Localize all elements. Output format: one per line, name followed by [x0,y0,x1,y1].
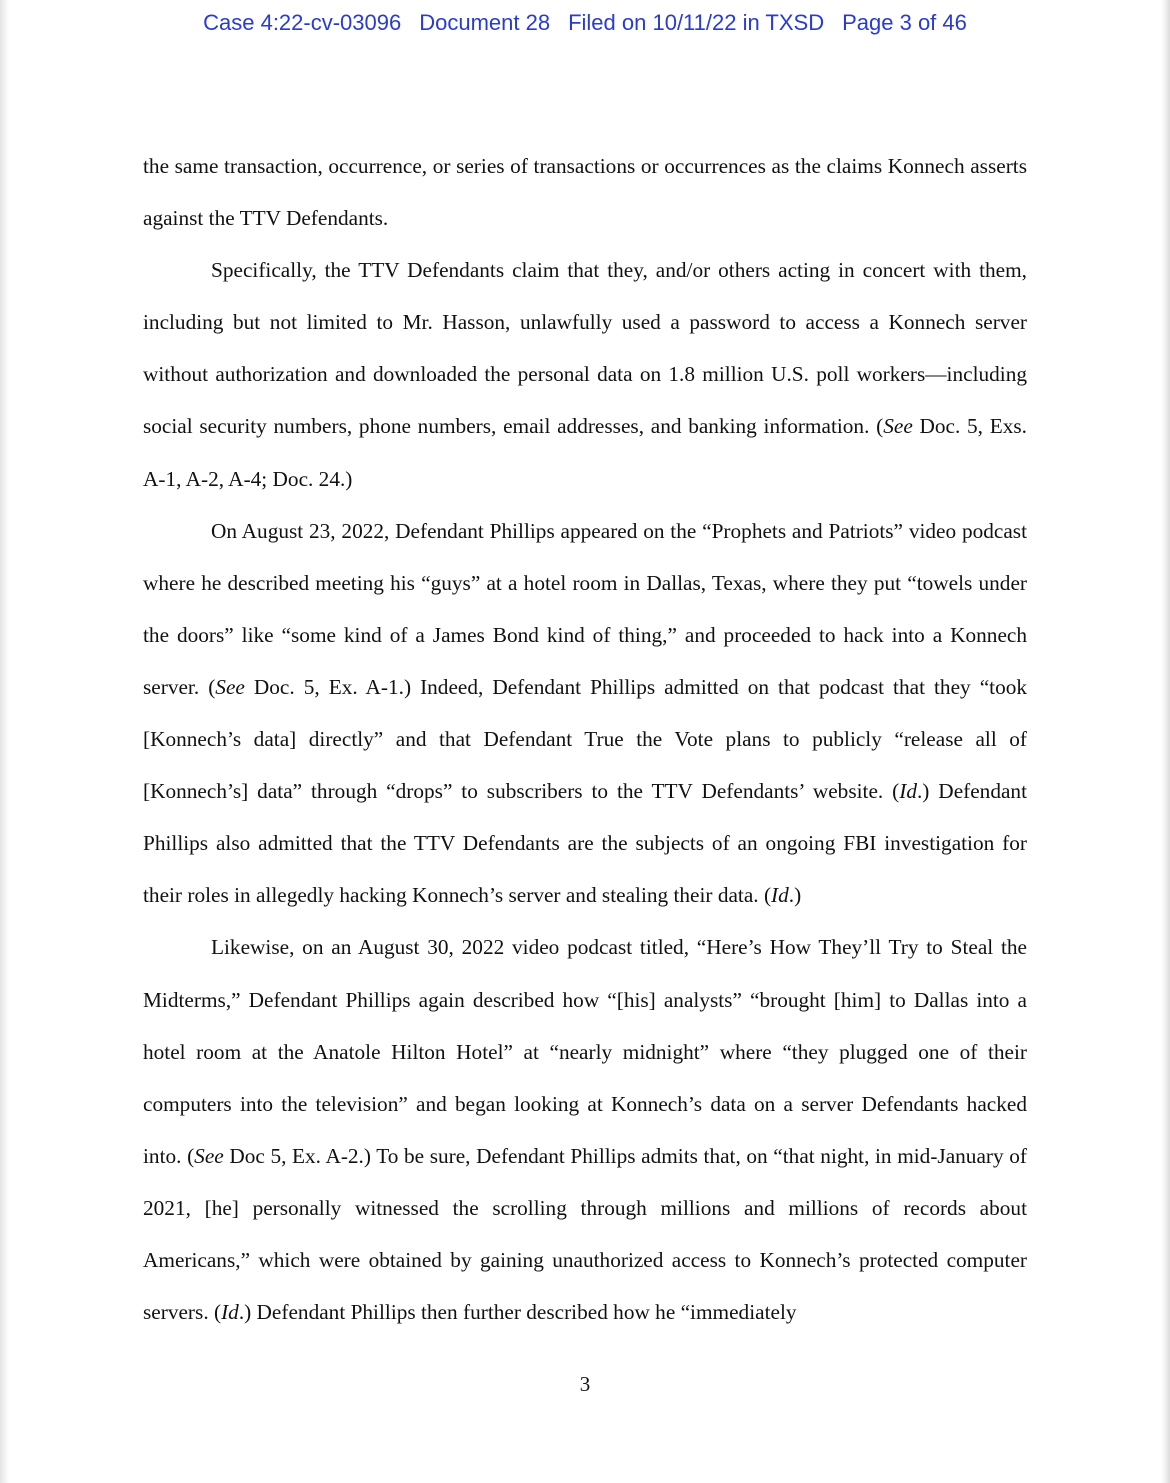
page-edge-right [1161,0,1170,1483]
page-edge-left [0,0,10,1483]
paragraph-august-23: On August 23, 2022, Defendant Phillips appeared on the “Prophets and Patriots” video podcast where he described meeting his “guys” at a hotel room in Dallas, Texas, where they put “towels under the doors” like “some kind of a James Bond kind of thing,” and proceeded to hack into a Konnech server. (See Doc. 5, Ex. A-1.) Indeed, Defendant Phillips admitted on that podcast that they “took [Konnech’s data] directly” and that Defendant True the Vote plans to publicly “release all of [Konnech’s] data” through “drops” to subscribers to the TTV Defendants’ website. (Id.) Defendant Phillips also admitted that the TTV Defendants are the subjects of an ongoing FBI investigation for their roles in allegedly hacking Konnech’s server and stealing their data. (Id.) [143,518,1028,908]
case-number: Case 4:22-cv-03096 [203,10,402,35]
paragraph-august-30: Likewise, on an August 30, 2022 video podcast titled, “Here’s How They’ll Try to Steal the Midterms,” Defendant Phillips again described how “[his] analysts” “brought [him] to Dallas into a hotel room at the Anatole Hilton Hotel” at “nearly midnight” where “they plugged one of their computers into the television” and began looking at Konnech’s data on a server Defendants hacked into. (See Doc 5, Ex. A-2.) To be sure, Defendant Phillips admits that, on “that night, in mid-January of 2021, [he] personally witnessed the scrolling through millions and millions of records about Americans,” which were obtained by gaining unauthorized access to Konnech’s protected computer servers. (Id.) Defendant Phillips then further described how he “immediately [143,935,1028,1325]
page-indicator: Page 3 of 46 [842,10,967,35]
page-number: 3 [579,1372,591,1396]
document-body [143,140,1027,1338]
filed-date: Filed on 10/11/22 in TXSD [568,10,825,35]
document-number: Document 28 [419,10,551,35]
court-filing-stamp [0,10,1170,36]
paragraph-specifically: Specifically, the TTV Defendants claim that they, and/or others acting in concert with them, including but not limited to Mr. Hasson, unlawfully used a password to access a Konnech server without authorization and downloaded the personal data on 1.8 million U.S. poll workers—including social security numbers, phone numbers, email addresses, and banking information. (See Doc. 5, Exs. A-1, A-2, A-4; Doc. 24.) [143,258,1027,491]
paragraph-continuation: the same transaction, occurrence, or series of transactions or occurrences as the claims Konnech asserts against the TTV Defendants. [143,154,1027,231]
